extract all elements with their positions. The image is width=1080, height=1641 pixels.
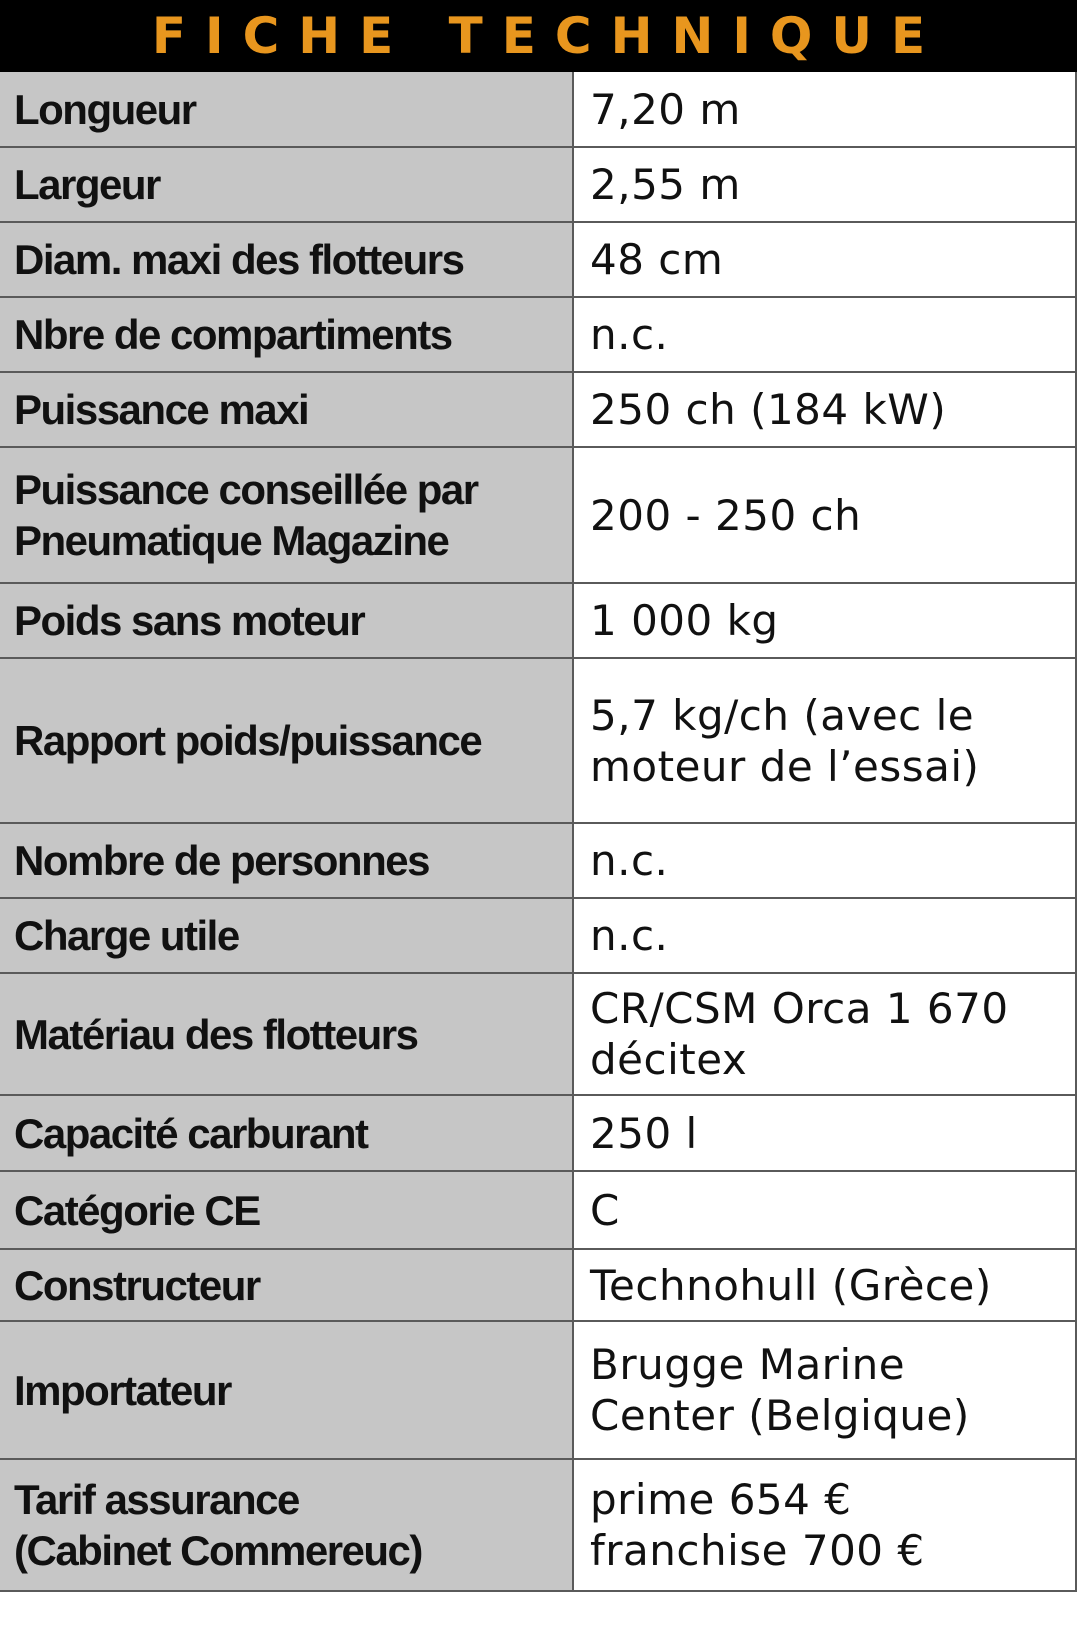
table-row xyxy=(0,372,1076,447)
spec-value: 48 cm xyxy=(573,222,1076,297)
table-row xyxy=(0,297,1076,372)
table-row xyxy=(0,147,1076,222)
table-row xyxy=(0,222,1076,297)
spec-label: Catégorie CE xyxy=(0,1171,573,1249)
title-bar xyxy=(0,0,1077,72)
table-row xyxy=(0,973,1076,1095)
spec-label: Importateur xyxy=(0,1321,573,1459)
spec-value: n.c. xyxy=(573,823,1076,898)
spec-value: C xyxy=(573,1171,1076,1249)
spec-label: Nbre de compartiments xyxy=(0,297,573,372)
table-row xyxy=(0,583,1076,658)
spec-value: Brugge Marine Center (Belgique) xyxy=(573,1321,1076,1459)
spec-label: Puissance conseillée par Pneumatique Magazine xyxy=(0,447,573,583)
spec-label: Poids sans moteur xyxy=(0,583,573,658)
spec-value: 1 000 kg xyxy=(573,583,1076,658)
spec-label: Tarif assurance (Cabinet Commereuc) xyxy=(0,1459,573,1591)
table-row xyxy=(0,658,1076,823)
spec-label: Constructeur xyxy=(0,1249,573,1321)
spec-label: Nombre de personnes xyxy=(0,823,573,898)
spec-value: 250 l xyxy=(573,1095,1076,1171)
table-row xyxy=(0,1321,1076,1459)
spec-label: Matériau des flotteurs xyxy=(0,973,573,1095)
spec-value: 7,20 m xyxy=(573,72,1076,147)
table-row xyxy=(0,1459,1076,1591)
table-row xyxy=(0,72,1076,147)
spec-label: Diam. maxi des flotteurs xyxy=(0,222,573,297)
spec-value: prime 654 € franchise 700 € xyxy=(573,1459,1076,1591)
spec-label: Rapport poids/puissance xyxy=(0,658,573,823)
table-row xyxy=(0,1171,1076,1249)
spec-value: 5,7 kg/ch (avec le moteur de l’essai) xyxy=(573,658,1076,823)
table-row xyxy=(0,1095,1076,1171)
table-row xyxy=(0,447,1076,583)
spec-label: Puissance maxi xyxy=(0,372,573,447)
table-row xyxy=(0,898,1076,973)
spec-value: CR/CSM Orca 1 670 décitex xyxy=(573,973,1076,1095)
page-title: FICHE TECHNIQUE xyxy=(151,7,945,65)
table-row xyxy=(0,823,1076,898)
table-row xyxy=(0,1249,1076,1321)
spec-label: Charge utile xyxy=(0,898,573,973)
spec-value: 200 - 250 ch xyxy=(573,447,1076,583)
spec-value: Technohull (Grèce) xyxy=(573,1249,1076,1321)
spec-label: Largeur xyxy=(0,147,573,222)
spec-value: n.c. xyxy=(573,297,1076,372)
specs-table xyxy=(0,72,1077,1592)
spec-value: n.c. xyxy=(573,898,1076,973)
spec-value: 250 ch (184 kW) xyxy=(573,372,1076,447)
spec-label: Longueur xyxy=(0,72,573,147)
spec-value: 2,55 m xyxy=(573,147,1076,222)
spec-label: Capacité carburant xyxy=(0,1095,573,1171)
